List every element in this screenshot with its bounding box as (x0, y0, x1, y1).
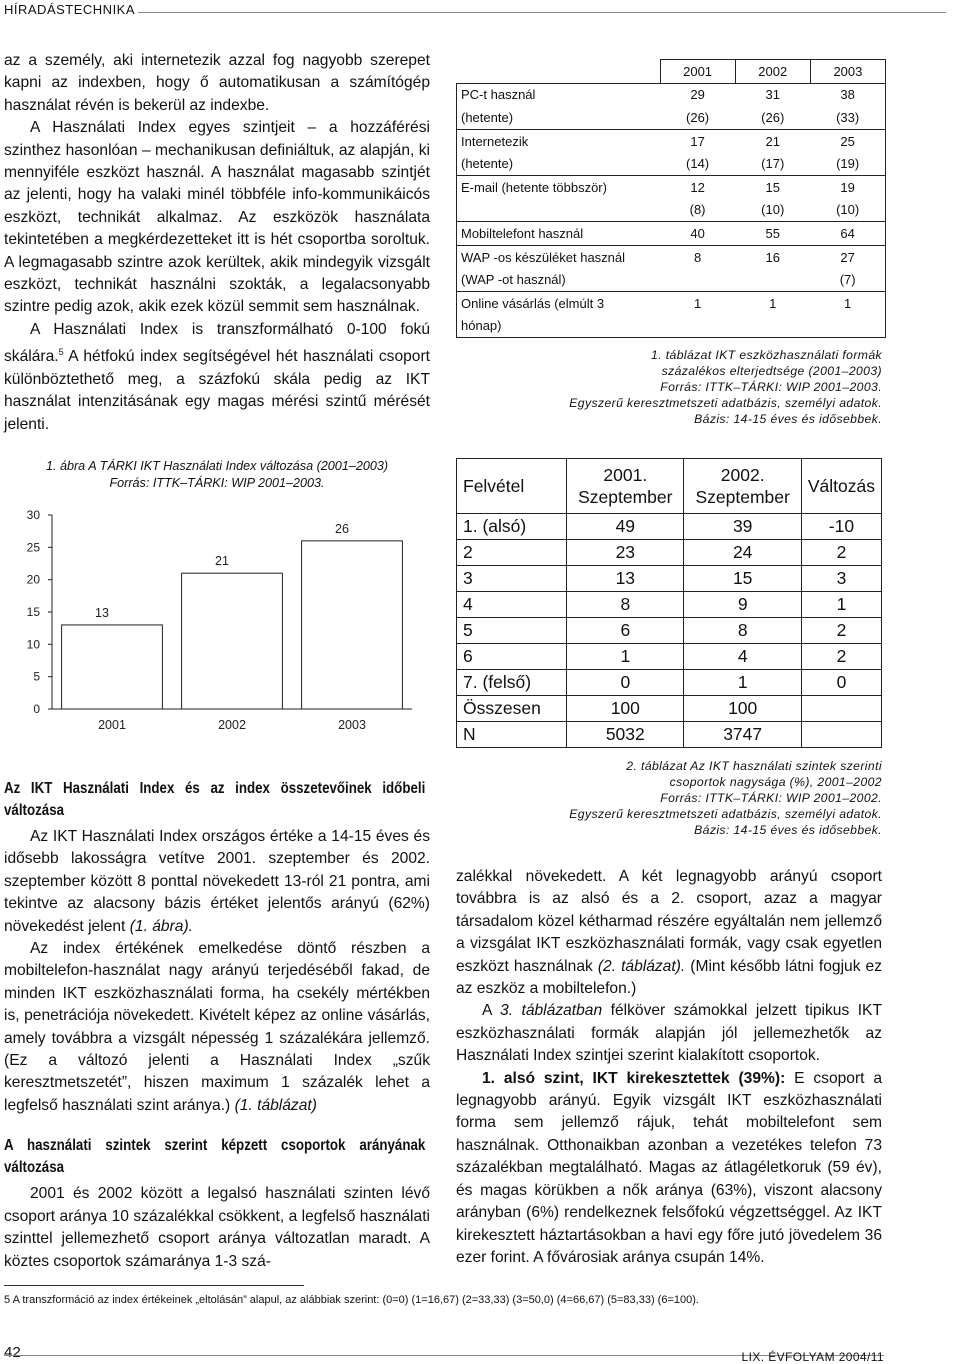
table-row (457, 152, 886, 175)
table-cell: 21 (765, 133, 780, 149)
paragraph (456, 866, 882, 1000)
paragraph-text: A Használati Index is transzformálható 0-100 fokú skálára. (4, 320, 430, 366)
table-cell: (19) (810, 152, 885, 175)
caption-line: csoportok nagysága (%), 2001–2002 (669, 775, 882, 789)
row-label: Internetezik (461, 133, 529, 149)
table-row (457, 592, 882, 618)
row-label: 1. (alsó) (457, 514, 567, 540)
bar (302, 541, 403, 709)
data-label: 26 (335, 521, 349, 536)
footnote: 5 A transzformáció az index értékeinek „eltolásán” alapul, az alábbiak szerint: (0=0) (1=16,67) (2=33,33) (3=50,0) (4=66,67) (5=83,33) (6=100). (4, 1294, 699, 1306)
paragraph-text: Az index értékének emelkedése döntő részben a mobiltelefon-használat nagy arányú terjedéséből fakad, de minden IKT eszközhasználati forma, ha csekély mértékben is, penetrációja növekedett. Kivételt képez az online vásárlás, amely továbbra a vizsgált népesség 1 százalékára jellemző. (Ez a változó jelenti a Használati Index „szűk keresztmetszetét”, hiszen maximum 1 százalék lehet a legfelső használati szint aránya.) (4, 940, 430, 1114)
table-cell (801, 722, 881, 748)
right-column-bottom (456, 866, 882, 1269)
table-cell: 1 (801, 592, 881, 618)
paragraph-text: félköver számokkal jelzett tipikus IKT eszközhasználati formák alapján jól jellemezhetők az Használati Index szintjei szerint kialakított csoportok. (456, 1002, 882, 1065)
table-row (457, 644, 882, 670)
table-cell: 31 (765, 87, 780, 103)
bar-chart (20, 505, 420, 745)
table-cell: (17) (735, 152, 810, 175)
table-cell: 5032 (567, 722, 684, 748)
table-cell: 29 (690, 87, 705, 103)
caption-line: Forrás: ITTK–TÁRKI: WIP 2001–2003. (109, 476, 325, 490)
footnote-mark: 5 (58, 347, 64, 358)
table-row (457, 722, 882, 748)
table-cell: 2 (801, 644, 881, 670)
table-cell: 38 (840, 87, 855, 103)
table-cell: 64 (810, 222, 885, 246)
table-cell (660, 268, 735, 291)
table-body (457, 514, 882, 748)
table-cell (810, 315, 885, 338)
chart-caption (4, 458, 430, 492)
paragraph-text: (Mint később látni fogjuk ez az eszköz a mobiltelefon.) (456, 957, 883, 998)
row-label: (WAP -ot használ) (457, 268, 661, 291)
section-heading: Az IKT Használati Index és az index összetevőinek időbeli változása (4, 780, 426, 819)
paragraph: az a személy, aki internetezik azzal fog nagyobb szerepet kapni az indexben, hogy ő automatikusan a számítógép használat révén is bekerül az indexbe. (4, 52, 430, 114)
table-cell: 39 (684, 514, 801, 540)
table-ref: (2. táblázat). (597, 957, 686, 975)
paragraph-text: A hétfokú index segítségével hét használati csoport különböztethető meg, a százfokú skála pedig az IKT használat intenzitásának egy magas mérési szintű mérését jelenti. (4, 348, 430, 433)
caption-line: Egyszerű keresztmetszeti adatbázis, személyi adatok. (569, 807, 882, 821)
figure-ref: (1. ábra). (129, 917, 193, 935)
caption-line: százalékos elterjedtsége (2001–2003) (661, 364, 882, 378)
table-cell: (14) (660, 152, 735, 175)
paragraph (4, 826, 430, 938)
table-cell: (7) (810, 268, 885, 291)
row-label: (hetente) (457, 152, 661, 175)
row-label: 3 (457, 566, 567, 592)
table-cell: 24 (684, 540, 801, 566)
table-cell: 15 (765, 179, 780, 195)
paragraph-text: E csoport a legnagyobb arányú. Egyik vizsgált IKT eszközhasználati forma sem jellemző rájuk, tehát mobiltelefont sem használnak. Otthonaikban azonban a vezetékes telefon 73 százalékban megtalálható. Magas az átlagéletkoruk (59 év), és magas körükben a nők aránya (63%), viszont alacsony arányban (6%) rendelkeznek felsőfokú végzettséggel. Az IKT kirekesztett háztartásokban a havi egy főre jutó jövedelem 36 ezer forint. A fővárosiak aránya csupán 14%. (456, 1069, 882, 1266)
year-header: 2001 (660, 60, 735, 84)
column-header: Változás (801, 459, 881, 514)
row-label: PC-t használ (461, 87, 536, 103)
table-cell (801, 696, 881, 722)
table-row (457, 222, 886, 246)
table-cell: (10) (810, 199, 885, 222)
column-header: Felvétel (457, 459, 567, 514)
table-cell: (10) (735, 199, 810, 222)
table-ikt-usage (456, 59, 886, 338)
left-column-bottom (4, 778, 430, 1273)
table-cell: (8) (660, 199, 735, 222)
table-cell: 55 (735, 222, 810, 246)
table-row (457, 540, 882, 566)
table-row (457, 618, 882, 644)
y-tick-label: 25 (26, 540, 40, 555)
caption-line: Forrás: ITTK–TÁRKI: WIP 2001–2003. (660, 380, 882, 394)
y-tick-label: 10 (26, 637, 40, 652)
row-label (457, 199, 661, 222)
level-label: 1. alsó szint, IKT kirekesztettek (39%): (482, 1069, 786, 1087)
bar (182, 573, 283, 709)
paragraph: 2001 és 2002 között a legalsó használati szinten lévő csoport aránya 10 százalékkal csökkent, a legfelső használati szinttel jellemezhető csoport aránya változatlan maradt. A köztes csoportok számaránya 1-3 szá- (4, 1185, 430, 1270)
table-cell: 19 (840, 179, 855, 195)
table-row (457, 514, 882, 540)
paragraph (4, 319, 430, 436)
left-column-top (4, 50, 430, 436)
running-header: HÍRADÁSTECHNIKA (4, 2, 136, 17)
table-row (457, 245, 886, 268)
table-cell: (26) (660, 106, 735, 129)
table-cell: 6 (567, 618, 684, 644)
paragraph-text: zalékkal növekedett. A két legnagyobb arányú csoport továbbra is az alsó és a 2. csoport, azaz a magyar társadalom közel kétharmad részére egyáltalán nem jellemző a vizsgálat IKT eszközhasználati formák, vagy csak egyetlen eszközt használnak (456, 868, 882, 975)
table-cell: (26) (735, 106, 810, 129)
table-row (457, 175, 886, 198)
table-cell: 0 (567, 670, 684, 696)
table-row (457, 566, 882, 592)
row-label: WAP -os készüléket használ (461, 249, 626, 265)
page-number: 42 (4, 1344, 21, 1361)
table-cell: 15 (684, 566, 801, 592)
y-tick-label: 15 (26, 605, 40, 619)
y-tick-label: 0 (33, 702, 40, 716)
table-cell (660, 315, 735, 338)
table-row (457, 315, 886, 338)
paragraph (456, 1068, 882, 1270)
table-cell: 27 (840, 249, 855, 265)
table-cell: 1 (567, 644, 684, 670)
row-label: 5 (457, 618, 567, 644)
table-cell: 12 (690, 179, 705, 195)
table-row (457, 83, 886, 106)
table-cell: 49 (567, 514, 684, 540)
y-tick-label: 20 (26, 572, 40, 587)
table-cell: 100 (684, 696, 801, 722)
table-cell: 16 (765, 249, 780, 265)
row-label: 6 (457, 644, 567, 670)
journal-issue: LIX. ÉVFOLYAM 2004/11 (741, 1350, 884, 1364)
table-cell: 100 (567, 696, 684, 722)
table-cell: 40 (660, 222, 735, 246)
x-tick-label: 2002 (218, 718, 246, 732)
y-tick-label: 30 (26, 508, 40, 522)
table1-caption (456, 347, 882, 427)
table-cell: 2 (801, 618, 881, 644)
table-row (457, 199, 886, 222)
table-cell: 1 (769, 295, 777, 311)
caption-line: 1. táblázat IKT eszközhasználati formák (650, 348, 882, 362)
row-label: 7. (felső) (457, 670, 567, 696)
table-row (457, 696, 882, 722)
table-cell: 1 (684, 670, 801, 696)
table-row (457, 106, 886, 129)
year-header: 2003 (810, 60, 885, 84)
section-heading: A használati szintek szerint képzett csoportok arányának változása (4, 1137, 426, 1177)
paragraph (456, 1000, 882, 1067)
table-corner (457, 60, 661, 84)
caption-line: 2. táblázat Az IKT használati szintek szerinti (626, 759, 882, 773)
table-cell: 17 (690, 133, 705, 149)
row-label: (hetente) (457, 106, 661, 129)
table-cell: 3747 (684, 722, 801, 748)
table-row (457, 268, 886, 291)
row-label: 4 (457, 592, 567, 618)
table-ref: 3. táblázatban (500, 1002, 603, 1020)
table-cell: (33) (810, 106, 885, 129)
table-cell: 25 (840, 133, 855, 149)
table-cell: 2 (801, 540, 881, 566)
table-cell: 13 (567, 566, 684, 592)
caption-line: Egyszerű keresztmetszeti adatbázis, személyi adatok. (569, 396, 882, 410)
row-label: Mobiltelefont használ (457, 222, 661, 246)
table-cell: -10 (801, 514, 881, 540)
table2-caption (456, 758, 882, 838)
row-label: Online vásárlás (elmúlt 3 (461, 295, 605, 311)
header-rule (138, 12, 946, 13)
table-cell: 1 (844, 295, 852, 311)
bar (62, 625, 163, 709)
row-label: Összesen (457, 696, 567, 722)
paragraph: A Használati Index egyes szintjeit – a hozzáférési szinthez hasonlóan – mechanikusan definiáltuk, az alapján, ki mennyiféle eszközt használ. A használat magasabb szintjét az jelenti, hogy ha valaki minél többféle info-kommunikáicós eszközt, technikát alkalmaz. Az eszközök használata tekintetében a megkérdezetteket itt is hét csoportba soroltuk. A legmagasabb szintre azok kerültek, akik mindegyik vizsgált eszközt, technikát használni szokták, a legalacsonyabb szintre pedig azok, akik ezek közül semmit sem használnak. (4, 119, 430, 316)
table-cell: 1 (693, 295, 702, 311)
column-header: 2002. Szeptember (684, 459, 801, 514)
table-cell: 23 (567, 540, 684, 566)
table-cell: 8 (567, 592, 684, 618)
table-cell: 4 (684, 644, 801, 670)
table-usage-levels (456, 458, 882, 748)
column-header: 2001. Szeptember (567, 459, 684, 514)
table-cell: 8 (684, 618, 801, 644)
row-label: hónap) (457, 315, 661, 338)
caption-line: Forrás: ITTK–TÁRKI: WIP 2001–2002. (660, 791, 882, 805)
data-label: 21 (215, 554, 229, 569)
table-cell: 3 (801, 566, 881, 592)
table-cell: 9 (684, 592, 801, 618)
row-label: 2 (457, 540, 567, 566)
x-tick-label: 2001 (98, 718, 126, 732)
paragraph-text: A (482, 1002, 492, 1020)
y-tick-label: 5 (33, 669, 40, 684)
table-cell: 0 (801, 670, 881, 696)
x-tick-label: 2003 (338, 718, 366, 732)
table-cell (735, 315, 810, 338)
table-ref: (1. táblázat) (234, 1096, 317, 1114)
caption-line: 1. ábra A TÁRKI IKT Használati Index változása (2001–2003) (45, 459, 389, 473)
footnote-rule (4, 1285, 304, 1286)
caption-line: Bázis: 14-15 éves és idősebbek. (694, 823, 882, 837)
paragraph-text: Az IKT Használati Index országos értéke a 14-15 éves és idősebb lakosságra vetítve 2001. szeptember és 2002. szeptember között 8 ponttal növekedett 13-ról 21 pontra, ami tekintve az alacsony bázis értéket jelentős arányú (62%) növekedést jelent (4, 828, 430, 935)
table-row (457, 129, 886, 152)
table-body (457, 83, 886, 338)
year-header: 2002 (735, 60, 810, 84)
table-row (457, 670, 882, 696)
caption-line: Bázis: 14-15 éves és idősebbek. (694, 412, 882, 426)
paragraph (4, 938, 430, 1117)
row-label: E-mail (hetente többször) (461, 179, 607, 195)
table-row (457, 291, 886, 314)
table-cell: 8 (693, 249, 702, 265)
table-cell (735, 268, 810, 291)
row-label: N (457, 722, 567, 748)
data-label: 13 (95, 605, 109, 620)
